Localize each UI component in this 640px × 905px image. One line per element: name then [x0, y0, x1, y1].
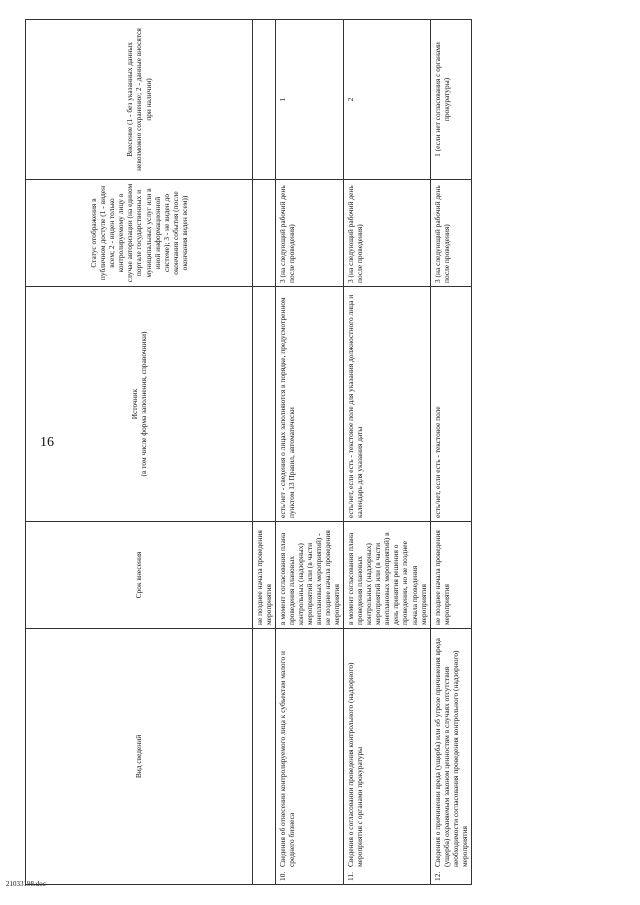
- cell-empty: [253, 629, 276, 885]
- footer-doc-code: 21033198.doc: [6, 880, 46, 888]
- rotated-table-container: [25, 20, 469, 885]
- header-source: [26, 287, 253, 522]
- row-number: 11.: [346, 872, 356, 881]
- row-kind-text: Сведения о причинении вреда (ущерба) или об угрозе причинения вреда (ущерба) охраняемым законом ценностям в случаях отсутствия необходимости согласования проведения контрольного (надзорного) мероприятия: [432, 638, 469, 867]
- row-number: 12.: [432, 871, 442, 881]
- header-kind: Вид сведений: [26, 629, 253, 885]
- cell-continuation-deadline: не позднее начала проведения мероприятия: [253, 522, 276, 629]
- header-status-display: Статус отображения в публичном доступе (1 - виден всем; 2 - виден только контролируемому лицу в случае авторизации (на едином портале государственных и муниципальных услуг или в иной информационной системе); 3 - не виден до окончания события (после окончания виден всем)): [26, 180, 253, 287]
- cell-empty: [253, 180, 276, 287]
- cell-entry: 1 (если нет согласования с органами прокуратуры): [430, 20, 471, 180]
- table-row: [344, 20, 430, 885]
- row-number: 10.: [278, 871, 288, 881]
- cell-deadline: в момент согласования плана проведения плановых контрольных (надзорных) мероприятий или (в части внеплановых мероприятий) - не позднее начала проведения мероприятия: [276, 522, 344, 629]
- header-entry: Внесение (1 - без указанных данных невозможно сохранение; 2 - данные вносятся при наличии): [26, 20, 253, 180]
- cell-deadline: не позднее начала проведения мероприятия: [430, 522, 471, 629]
- table-row: [430, 20, 471, 885]
- cell-status: 3 (на следующий рабочий день после проведения): [430, 180, 471, 287]
- header-source-title: Источник: [129, 388, 139, 420]
- cell-empty: [253, 287, 276, 522]
- cell-source: есть/нет, если есть - текстовое поле: [430, 287, 471, 522]
- cell-kind: [344, 629, 430, 885]
- cell-empty: [253, 20, 276, 180]
- cell-source: есть/нет, если есть - текстовое поле для указания должностного лица и календарь для указания даты: [344, 287, 430, 522]
- table-row: [276, 20, 344, 885]
- cell-entry: 1: [276, 20, 344, 180]
- row-kind-text: Сведения об отнесении контролируемого лица к субъектам малого и среднего бизнеса: [278, 651, 297, 867]
- data-table: [25, 19, 472, 885]
- row-kind-text: Сведения о согласовании проведения контрольного (надзорного) мероприятия с органами прокуратуры: [346, 662, 365, 867]
- cell-status: 3 (на следующий рабочий день после проведения): [344, 180, 430, 287]
- header-deadline: Срок внесения: [26, 522, 253, 629]
- cell-kind: [430, 629, 471, 885]
- table-row-continuation: [253, 20, 276, 885]
- table-header-row: [26, 20, 253, 885]
- page-number: 16: [40, 435, 54, 450]
- cell-entry: 2: [344, 20, 430, 180]
- cell-kind: [276, 629, 344, 885]
- cell-source: есть/нет - сведения о лицах заполняются в порядке, предусмотренном пунктом 13 Правил, автоматически: [276, 287, 344, 522]
- header-source-subtitle: (в том числе форма заполнения, справочники): [139, 331, 148, 477]
- cell-deadline: в момент согласования плана проведения плановых контрольных (надзорных) мероприятий или (в части внеплановых мероприятий) в день принятия решения о проведении, но не позднее начала проведения мероприятия: [344, 522, 430, 629]
- cell-status: 3 (на следующий рабочий день после проведения): [276, 180, 344, 287]
